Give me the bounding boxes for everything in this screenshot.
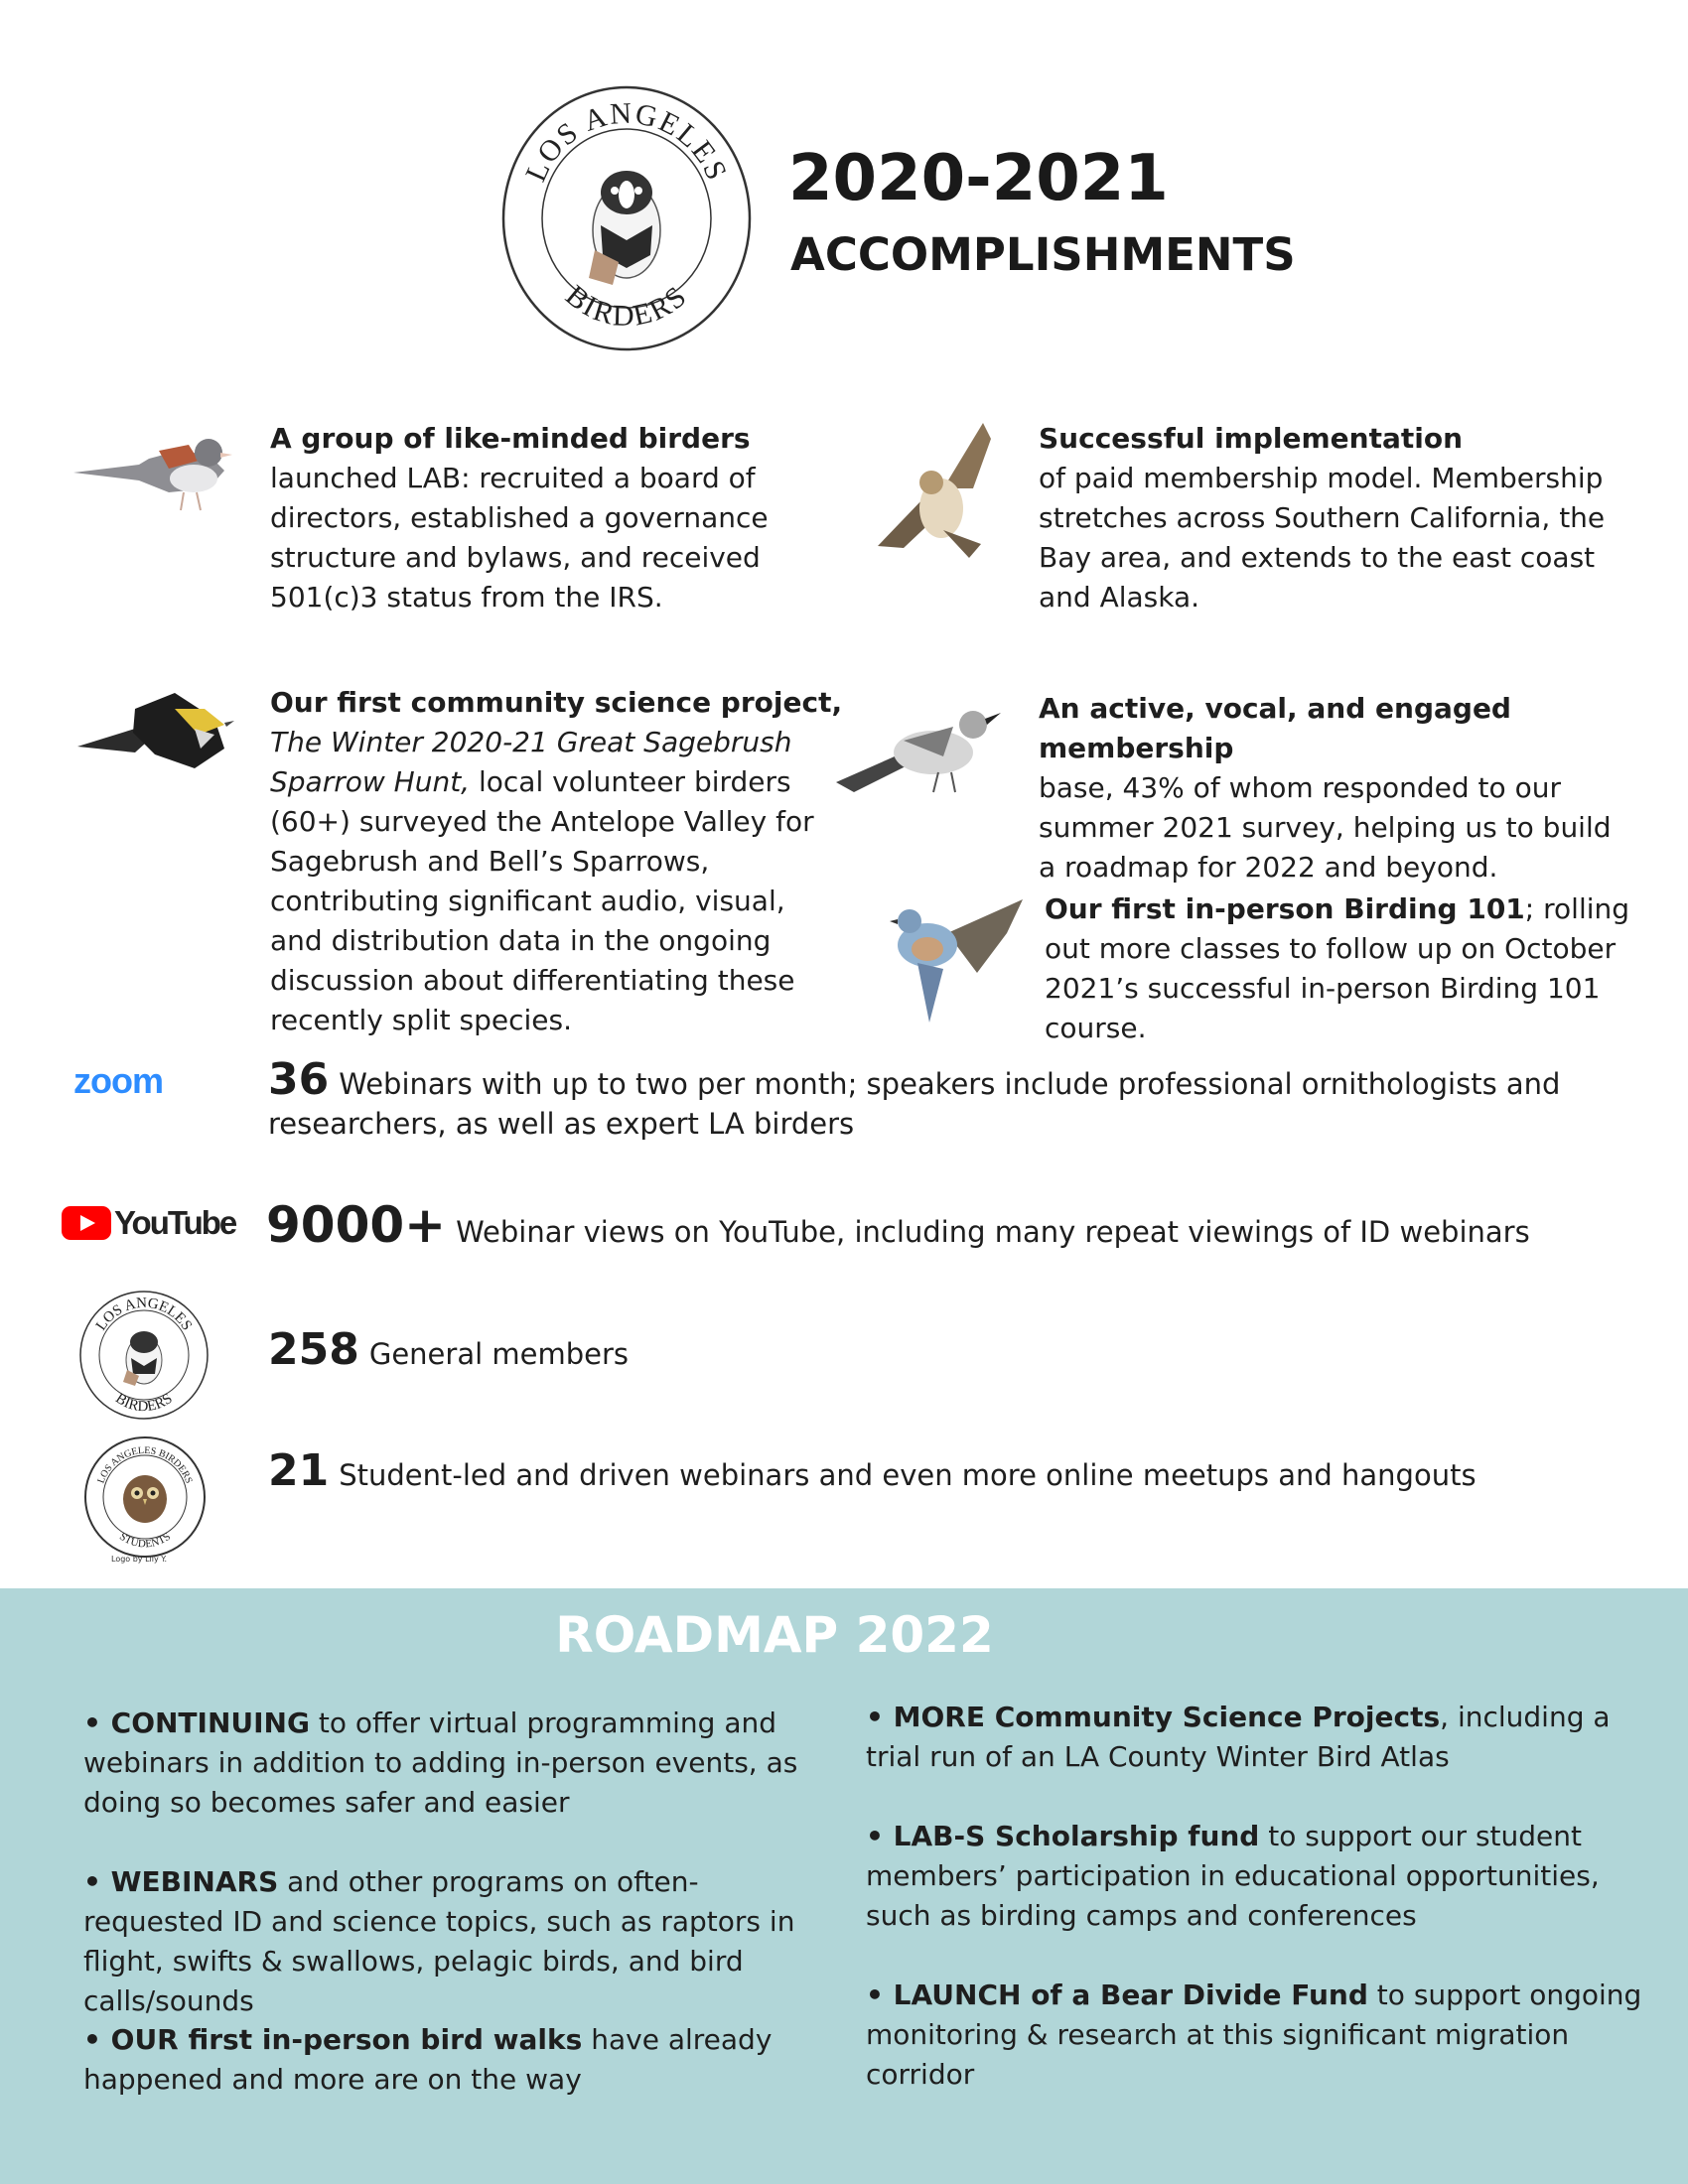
lark-flying-illustration: [874, 419, 1003, 566]
accomplishment-heading: Our first community science project,: [270, 686, 843, 719]
roadmap-item: [866, 1817, 1640, 1936]
logo-bottom-text: BIRDERS: [112, 1390, 176, 1416]
roadmap-item: [83, 1862, 818, 2021]
roadmap-item: [866, 1698, 1640, 1777]
logo-bird-icon: [123, 1331, 162, 1386]
svg-text:BIRDERS: [112, 1391, 175, 1415]
svg-text:LOS ANGELES: [93, 1296, 195, 1333]
roadmap-item: [83, 2020, 838, 2100]
stat-text: General members: [368, 1337, 629, 1371]
stat-members: [268, 1324, 1460, 1375]
stat-webinars: [268, 1054, 1618, 1144]
accomplishment-heading: Successful implementation: [1039, 422, 1464, 455]
youtube-wordmark: YouTube: [114, 1204, 236, 1241]
logo-bottom-text: STUDENTS: [117, 1530, 173, 1551]
zoom-logo-icon: zoom: [73, 1060, 163, 1101]
mockingbird-illustration: [834, 701, 1003, 800]
logo-credit: Logo by Lily Y.: [111, 1555, 168, 1564]
roadmap-item-lead: • OUR first in-person bird walks: [83, 2023, 583, 2056]
stat-text: Webinar views on YouTube, including many repeat viewings of ID webinars: [456, 1215, 1530, 1249]
roadmap-item-text: to offer virtual programming and webinars in addition to adding in-person events, as doing so becomes safer and easier: [83, 1706, 798, 1819]
stat-number: 36: [268, 1054, 330, 1105]
roadmap-item-lead: • MORE Community Science Projects: [866, 1701, 1441, 1733]
accomplishment-heading: A group of like-minded birders: [270, 422, 751, 455]
project-name: The Winter 2020-21 Great Sagebrush Sparrow Hunt,: [270, 726, 792, 798]
svg-text:STUDENTS: [117, 1531, 173, 1551]
roadmap-title: ROADMAP 2022: [555, 1606, 994, 1664]
stat-text: Webinars with up to two per month; speakers include professional ornithologists and researchers, as well as expert LA birders: [268, 1067, 1561, 1141]
accomplishment-body: base, 43% of whom responded to our summer 2021 survey, helping us to build a roadmap for 2022 and beyond.: [1039, 771, 1612, 884]
logo-bird-icon: [589, 171, 660, 285]
accomplishment-body: launched LAB: recruited a board of directors, established a governance structure and bylaws, and received 501(c)3 status from the IRS.: [270, 462, 769, 614]
stat-number: 21: [268, 1445, 330, 1496]
logo-top-text: LOS ANGELES: [92, 1295, 196, 1334]
svg-text:BIRDERS: [559, 279, 693, 333]
roadmap-item-text: , including a trial run of an LA County Winter Bird Atlas: [866, 1701, 1611, 1773]
stat-number: 9000+: [266, 1196, 447, 1254]
logo-top-text: LOS ANGELES: [519, 96, 734, 187]
los-angeles-birders-small-logo: [77, 1289, 211, 1422]
roadmap-item-lead: • LAUNCH of a Bear Divide Fund: [866, 1979, 1368, 2011]
roadmap-item: [83, 1704, 818, 1823]
accomplishment-birding-101: [1045, 889, 1640, 1048]
roadmap-item-text: have already happened and more are on the way: [83, 2023, 773, 2096]
roadmap-item-text: and other programs on often-requested ID and science topics, such as raptors in flight, swifts & swallows, pelagic birds, and bird calls/sounds: [83, 1865, 795, 2017]
roadmap-item-text: to support our student members’ participation in educational opportunities, such as birding camps and conferences: [866, 1820, 1600, 1932]
los-angeles-birders-logo: [501, 81, 752, 353]
youtube-play-icon: [62, 1206, 111, 1240]
owl-icon: [123, 1475, 167, 1523]
roadmap-item-text: to support ongoing monitoring & research at this significant migration corridor: [866, 1979, 1642, 2091]
roadmap-item-lead: • LAB-S Scholarship fund: [866, 1820, 1260, 1852]
accomplishment-heading: Our first in-person Birding 101: [1045, 892, 1525, 925]
accomplishment-community-science: [270, 683, 846, 1040]
accomplishment-body: local volunteer birders (60+) surveyed the Antelope Valley for Sagebrush and Bell’s Sparrows, contributing significant audio, visual, and distribution data in the ongoing discussion about differentiating these recently split species.: [270, 765, 814, 1036]
accomplishment-body: of paid membership model. Membership stretches across Southern California, the Bay area, and extends to the east coast and Alaska.: [1039, 462, 1606, 614]
accomplishment-membership-model: [1039, 419, 1634, 617]
roadmap-item-lead: • WEBINARS: [83, 1865, 279, 1898]
stat-text: Student-led and driven webinars and even more online meetups and hangouts: [339, 1458, 1477, 1492]
accomplishment-heading: An active, vocal, and engaged membership: [1039, 692, 1511, 764]
youtube-logo: [62, 1203, 235, 1243]
accomplishment-engaged-membership: [1039, 689, 1634, 887]
roadmap-item: [866, 1976, 1660, 2095]
los-angeles-birders-students-logo: [83, 1435, 207, 1567]
roadmap-item-lead: • CONTINUING: [83, 1706, 310, 1739]
page-title-year: 2020-2021: [788, 142, 1169, 215]
accomplishment-body: ; rolling out more classes to follow up on October 2021’s successful in-person Birding 101 course.: [1045, 892, 1630, 1044]
accomplishment-board: [270, 419, 826, 617]
page-title: ACCOMPLISHMENTS: [790, 228, 1296, 281]
logo-bottom-text: BIRDERS: [559, 278, 694, 334]
bluebird-flying-illustration: [888, 893, 1027, 1026]
warbler-bird-illustration: [75, 689, 234, 774]
junco-bird-illustration: [70, 421, 238, 520]
stat-student-webinars: [268, 1445, 1559, 1496]
stat-number: 258: [268, 1324, 359, 1375]
stat-views: [266, 1196, 1617, 1254]
logo-top-text: LOS ANGELES BIRDERS: [95, 1444, 195, 1485]
